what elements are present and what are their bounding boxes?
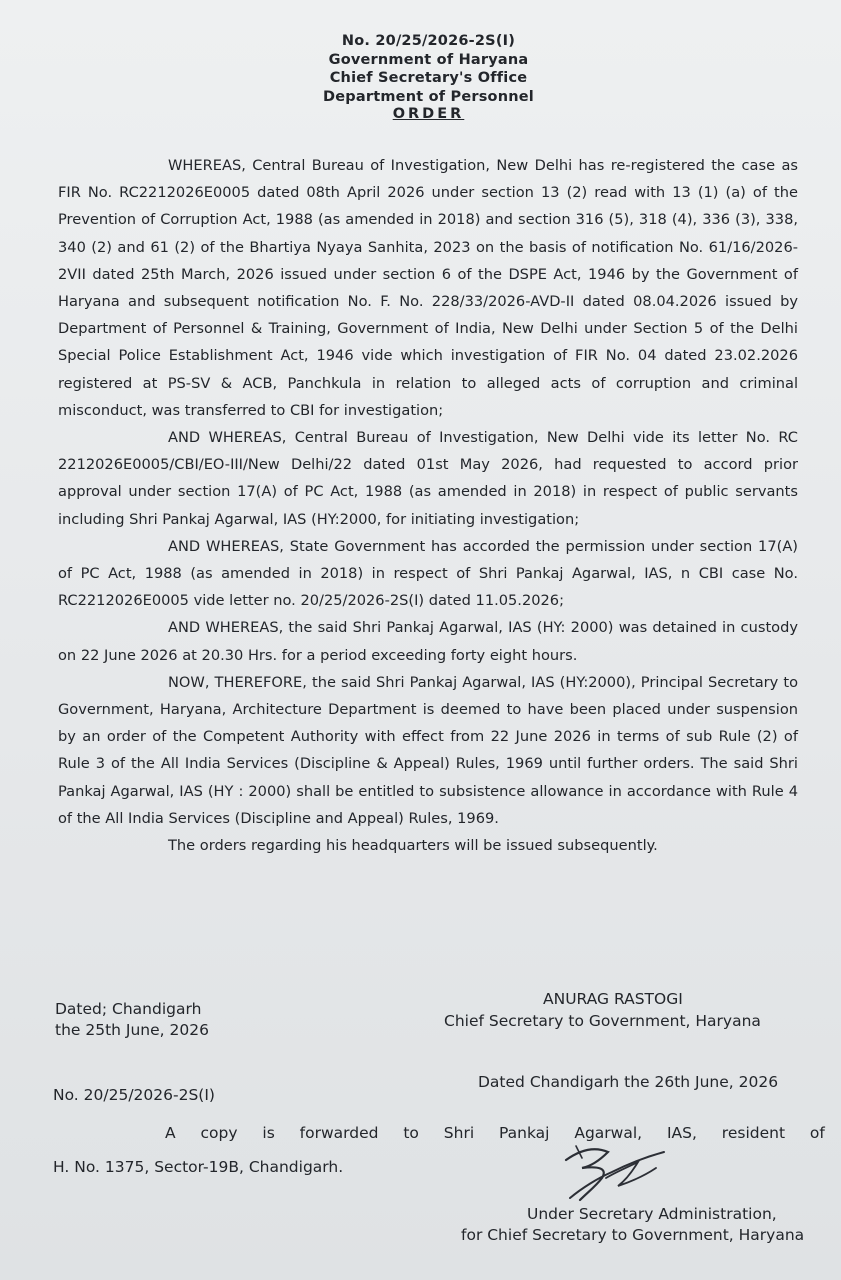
copy-word: Agarwal,	[574, 1124, 643, 1142]
paragraph-whereas-1: WHEREAS, Central Bureau of Investigation, New Delhi has re-registered the case as FIR No. RC2212026E0005 dated 08th April 2026 under section 13 (2) read with 13 (1) (a) of the Prevention of Corruption Act, 1988 (as amended in 2018) and section 316 (5), 318 (4), 336 (3), 338, 340 (2) and 61 (2) of the Bhartiya Nyaya Sanhita, 2023 on the basis of notification No. 61/16/2026-2VII dated 25th March, 2026 issued under section 6 of the DSPE Act, 1946 by the Government of Haryana and subsequent notification No. F. No. 228/33/2026-AVD-II dated 08.04.2026 issued by Department of Personnel & Training, Government of India, New Delhi under Section 5 of the Delhi Special Police Establishment Act, 1946 vide which investigation of FIR No. 04 dated 23.02.2026 registered at PS-SV & ACB, Panchkula in relation to alleged acts of corruption and criminal misconduct, was transferred to CBI for investigation;	[58, 157, 798, 419]
dated-date: the 25th June, 2026	[55, 1021, 209, 1039]
recipient-address: H. No. 1375, Sector-19B, Chandigarh.	[53, 1158, 344, 1176]
endorsement-date: Dated Chandigarh the 26th June, 2026	[478, 1073, 779, 1091]
copy-word: of	[809, 1124, 825, 1142]
signatory-name: ANURAG RASTOGI	[543, 990, 683, 1008]
paragraph-whereas-2: AND WHEREAS, Central Bureau of Investigation, New Delhi vide its letter No. RC 2212026E0005/CBI/EO-III/New Delhi/22 dated 01st May 2026, had requested to accord prior approval under section 17(A) of PC Act, 1988 (as amended in 2018) in respect of public servants including Shri Pankaj Agarwal, IAS (HY:2000, for initiating investigation;	[58, 429, 798, 528]
paragraph-headquarters: The orders regarding his headquarters will be issued subsequently.	[168, 837, 658, 855]
government-name: Government of Haryana	[328, 52, 529, 68]
under-secretary-title: Under Secretary Administration,	[527, 1205, 777, 1223]
copy-word: Pankaj	[499, 1124, 550, 1142]
copy-word: IAS,	[666, 1124, 697, 1142]
copy-word: copy	[200, 1124, 238, 1142]
copy-word: to	[403, 1124, 419, 1142]
under-secretary-for: for Chief Secretary to Government, Haryana	[461, 1226, 805, 1244]
office-name: Chief Secretary's Office	[329, 70, 528, 86]
copy-word: resident	[721, 1124, 786, 1142]
paragraph-now-therefore: NOW, THEREFORE, the said Shri Pankaj Agarwal, IAS (HY:2000), Principal Secretary to Government, Haryana, Architecture Department is deemed to have been placed under suspension by an order of the Competent Authority with effect from 22 June 2026 in terms of sub Rule (2) of Rule 3 of the All India Services (Discipline & Appeal) Rules, 1969 until further orders. The said Shri Pankaj Agarwal, IAS (HY : 2000) shall be entitled to subsistence allowance in accordance with Rule 4 of the All India Services (Discipline and Appeal) Rules, 1969.	[58, 673, 798, 827]
paragraph-whereas-4: AND WHEREAS, the said Shri Pankaj Agarwal, IAS (HY: 2000) was detained in custody on 22 June 2026 at 20.30 Hrs. for a period exceeding forty eight hours.	[58, 619, 798, 664]
order-title: ORDER	[392, 106, 465, 122]
paragraph-whereas-3: AND WHEREAS, State Government has accorded the permission under section 17(A) of PC Act, 1988 (as amended in 2018) in respect of Shri Pankaj Agarwal, IAS, n CBI case No. RC2212026E0005 vide letter no. 20/25/2026-2S(I) dated 11.05.2026;	[58, 537, 798, 610]
dated-place: Dated; Chandigarh	[55, 1000, 202, 1018]
copy-word: is	[262, 1124, 275, 1142]
handwritten-signature	[552, 1138, 677, 1213]
endorsement-number: No. 20/25/2026-2S(I)	[53, 1086, 215, 1104]
signatory-title: Chief Secretary to Government, Haryana	[444, 1012, 761, 1030]
department-name: Department of Personnel	[323, 89, 534, 105]
order-number: No. 20/25/2026-2S(I)	[341, 33, 516, 49]
copy-word: Shri	[443, 1124, 475, 1142]
copy-word: A	[165, 1124, 176, 1142]
copy-word: forwarded	[299, 1124, 379, 1142]
order-body	[58, 152, 798, 859]
copy-forwarded-line	[165, 1124, 825, 1142]
